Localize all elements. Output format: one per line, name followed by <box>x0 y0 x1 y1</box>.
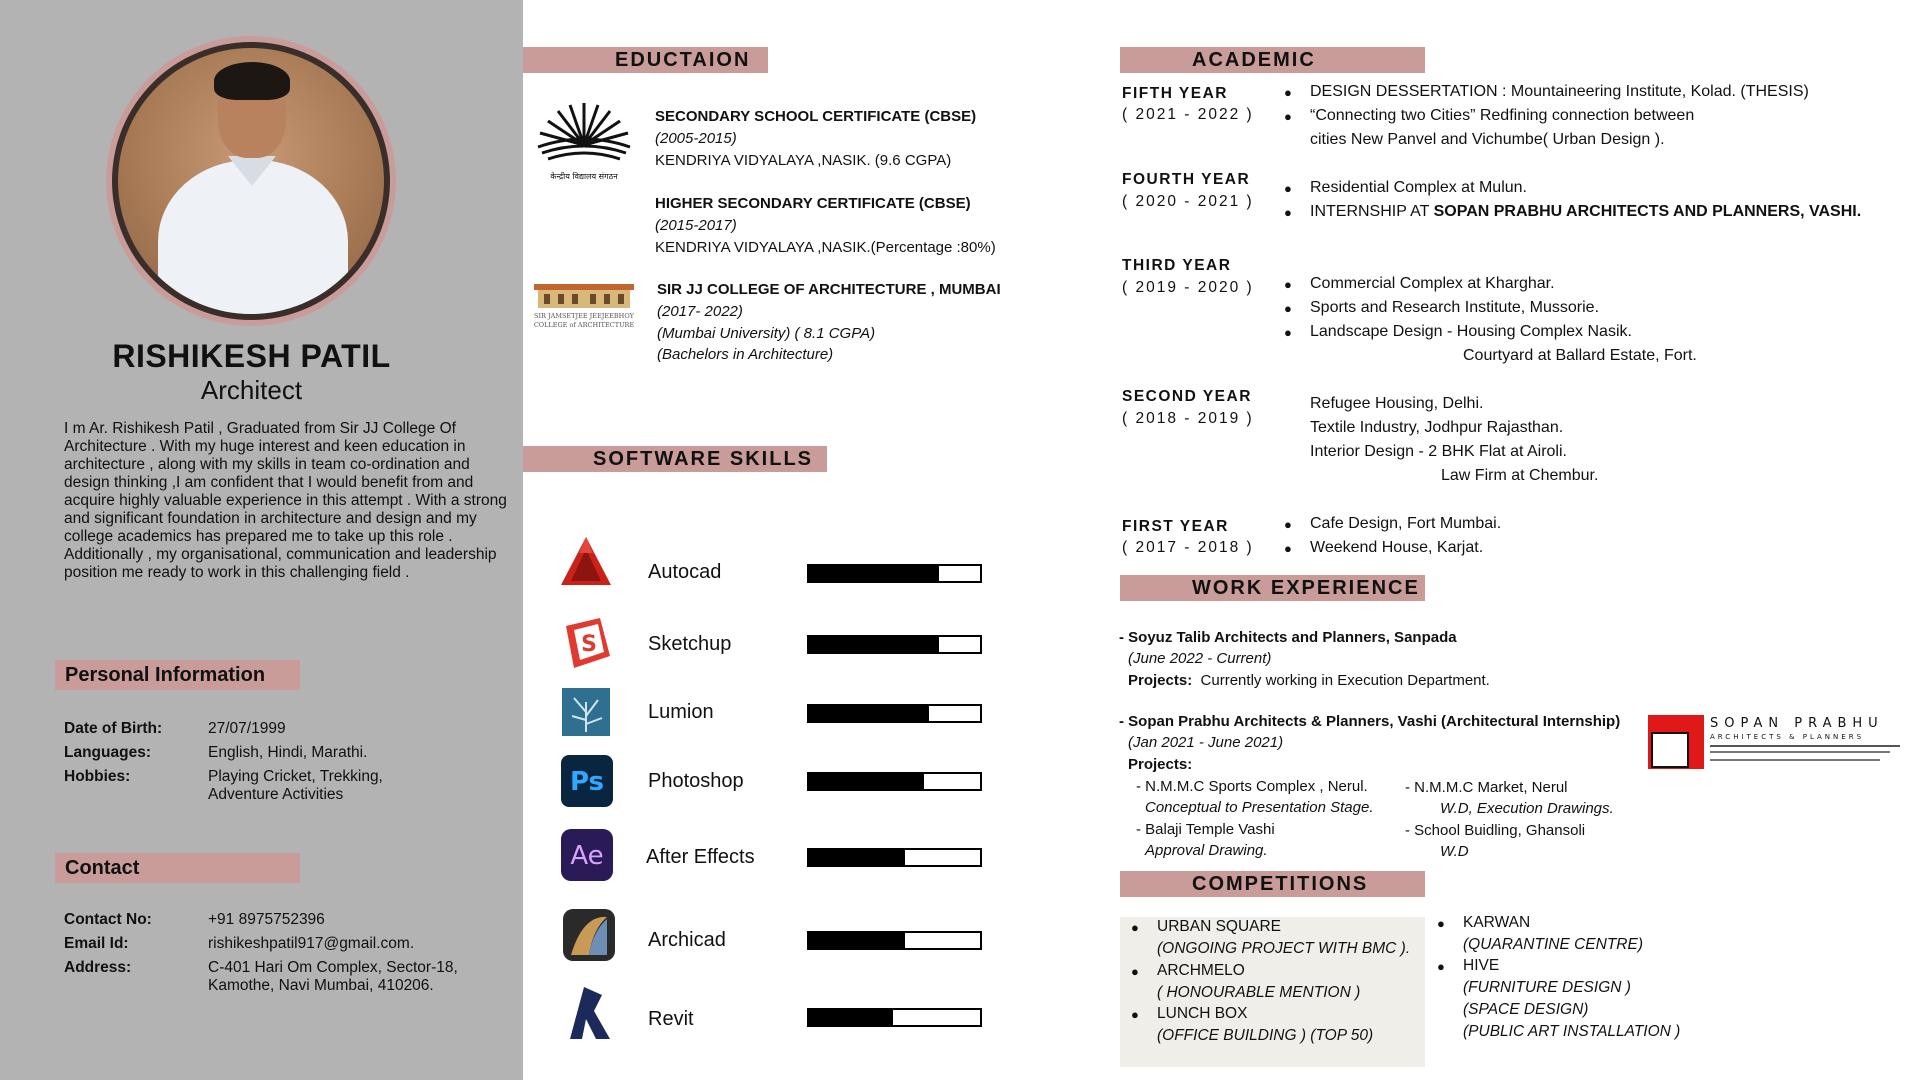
job-2-project-3-stage: W.D, Execution Drawings. <box>1440 800 1614 817</box>
job-1-title: - Soyuz Talib Architects and Planners, Sanpada <box>1119 629 1457 646</box>
competition-2-note: ( HONOURABLE MENTION ) <box>1157 984 1361 1001</box>
jj-college-logo <box>532 282 636 330</box>
job-1-projects-text: Currently working in Execution Department. <box>1200 672 1490 689</box>
edu-3-title: SIR JJ COLLEGE OF ARCHITECTURE , MUMBAI <box>657 281 1001 298</box>
jj-college-logo-caption-2: COLLEGE of ARCHITECTURE <box>533 321 635 329</box>
after-effects-icon <box>561 829 613 881</box>
competition-3-note: (OFFICE BUILDING ) (TOP 50) <box>1157 1027 1374 1044</box>
fourth-year-label: FOURTH YEAR <box>1122 171 1251 188</box>
job-2-title: - Sopan Prabhu Architects & Planners, Vashi (Architectural Internship) <box>1119 713 1621 730</box>
profile-role: Architect <box>200 375 303 405</box>
address-label: Address: <box>64 959 132 976</box>
fourth-year-item-2 <box>1310 203 1861 221</box>
photoshop-icon <box>561 755 613 807</box>
address-value-1: C-401 Hari Om Complex, Sector-18, <box>208 959 458 976</box>
revit-icon <box>566 983 614 1041</box>
profile-sidebar <box>0 0 523 1080</box>
contact-heading-label: Contact <box>65 857 140 879</box>
kendriya-vidyalaya-logo-caption: केन्द्रीय विद्यालय संगठन <box>550 172 618 181</box>
profile-name: RISHIKESH PATIL <box>112 338 391 374</box>
competition-5-note-2: (SPACE DESIGN) <box>1463 1001 1589 1018</box>
competitions-heading-label: COMPETITIONS <box>1192 873 1369 895</box>
competition-4-note: (QUARANTINE CENTRE) <box>1463 936 1643 953</box>
dob-label: Date of Birth: <box>64 720 163 737</box>
fifth-year-label: FIFTH YEAR <box>1122 85 1228 102</box>
sopan-prabhu-logo-sub: ARCHITECTS & PLANNERS <box>1710 733 1865 741</box>
second-year-item-2: Textile Industry, Jodhpur Rajasthan. <box>1310 419 1564 436</box>
fifth-year-item-2-cont: cities New Panvel and Vichumbe( Urban Design ). <box>1310 131 1665 148</box>
phone-label: Contact No: <box>64 911 152 928</box>
hobbies-label: Hobbies: <box>64 768 131 785</box>
job-2-project-2: - Balaji Temple Vashi <box>1136 821 1275 838</box>
academic-heading-label: ACADEMIC <box>1192 49 1316 71</box>
job-2-project-4: - School Buidling, Ghansoli <box>1405 822 1586 839</box>
second-year-item-3: Interior Design - 2 BHK Flat at Airoli. <box>1310 443 1567 460</box>
job-2-dates: (Jan 2021 - June 2021) <box>1128 734 1284 751</box>
internship-prefix: INTERNSHIP AT <box>1310 203 1434 220</box>
competition-5-note-1: (FURNITURE DESIGN ) <box>1463 979 1631 996</box>
svg-text:S: S <box>581 632 597 657</box>
profile-about: I m Ar. Rishikesh Patil , Graduated from Sir JJ College Of Architecture . With my huge interest and keen education in architecture , along with my skills in team co-ordination and design thinking ,I am confident that I would benefit from and acquire highly valuable experience in this attempt . With a strong and significant foundation in architecture and design and my college academics has prepared me to take up this role . Additionally , my organisational, communication and leadership position me ready to work in this challenging field . <box>64 420 507 581</box>
fourth-year-item-1: ● Residential Complex at Mulun. <box>1310 179 1527 197</box>
skill-bar-autocad <box>807 564 982 583</box>
edu-1-detail: KENDRIYA VIDYALAYA ,NASIK. (9.6 CGPA) <box>655 152 952 169</box>
skill-bar-lumion <box>807 704 982 723</box>
competition-1: ● URBAN SQUARE <box>1157 918 1281 936</box>
education-heading-label: EDUCTAION <box>615 49 751 71</box>
edu-2-years: (2015-2017) <box>655 217 737 234</box>
languages-label: Languages: <box>64 744 151 761</box>
skill-label-sketchup: Sketchup <box>648 633 732 655</box>
fifth-year-range: ( 2021 - 2022 ) <box>1122 106 1254 123</box>
skill-label-photoshop: Photoshop <box>648 770 744 792</box>
job-2-project-3: - N.M.M.C Market, Nerul <box>1405 779 1568 796</box>
second-year-label: SECOND YEAR <box>1122 388 1252 405</box>
skill-label-autocad: Autocad <box>648 561 722 583</box>
job-1-projects <box>1128 672 1490 689</box>
fourth-year-range: ( 2020 - 2021 ) <box>1122 193 1254 210</box>
competition-3: ● LUNCH BOX <box>1157 1005 1247 1023</box>
second-year-item-1: Refugee Housing, Delhi. <box>1310 395 1484 412</box>
fifth-year-item-1: ● DESIGN DESSERTATION : Mountaineering Institute, Kolad. (THESIS) <box>1310 83 1809 101</box>
internship-firm: SOPAN PRABHU ARCHITECTS AND PLANNERS, VASHI. <box>1433 203 1862 220</box>
hobbies-value-1: Playing Cricket, Trekking, <box>208 768 383 785</box>
skill-label-revit: Revit <box>648 1008 694 1030</box>
job-1-projects-label: Projects: <box>1128 672 1193 689</box>
edu-1-title: SECONDARY SCHOOL CERTIFICATE (CBSE) <box>655 108 977 125</box>
edu-3-detail: (Mumbai University) ( 8.1 CGPA) <box>657 325 876 342</box>
second-year-range: ( 2018 - 2019 ) <box>1122 410 1254 427</box>
skill-fill-revit <box>809 1010 893 1025</box>
skill-fill-archicad <box>809 933 905 948</box>
dob-value: 27/07/1999 <box>208 720 286 737</box>
sopan-prabhu-logo <box>1648 713 1910 771</box>
third-year-item-3-cont: Courtyard at Ballard Estate, Fort. <box>1463 347 1697 364</box>
third-year-item-2: ● Sports and Research Institute, Mussorie. <box>1310 299 1599 317</box>
job-2-project-4-stage: W.D <box>1440 843 1469 860</box>
lumion-icon <box>562 688 610 736</box>
competition-5: ● HIVE <box>1463 957 1499 975</box>
skill-bar-after-effects <box>807 848 982 867</box>
competitions-heading <box>1120 871 1425 897</box>
competition-2: ● ARCHMELO <box>1157 962 1245 980</box>
third-year-item-3: ● Landscape Design - Housing Complex Nasik. <box>1310 323 1632 341</box>
skill-label-lumion: Lumion <box>648 701 714 723</box>
job-2-project-1: - N.M.M.C Sports Complex , Nerul. <box>1136 778 1368 795</box>
job-2-project-1-stage: Conceptual to Presentation Stage. <box>1145 799 1374 816</box>
skill-label-archicad: Archicad <box>648 929 726 951</box>
person-hair <box>214 62 290 100</box>
profile-photo <box>118 48 384 314</box>
skill-fill-lumion <box>809 706 929 721</box>
skill-fill-sketchup <box>809 637 939 652</box>
competition-1-note: (ONGOING PROJECT WITH BMC ). <box>1157 940 1411 957</box>
software-heading <box>523 446 827 472</box>
kendriya-vidyalaya-logo <box>530 95 638 185</box>
competition-5-note-3: (PUBLIC ART INSTALLATION ) <box>1463 1023 1681 1040</box>
personal-info-heading <box>55 660 300 690</box>
edu-2-title: HIGHER SECONDARY CERTIFICATE (CBSE) <box>655 195 971 212</box>
contact-heading <box>55 853 300 883</box>
first-year-item-2: ● Weekend House, Karjat. <box>1310 539 1483 557</box>
education-heading <box>523 47 768 73</box>
second-year-item-3-cont: Law Firm at Chembur. <box>1441 467 1599 484</box>
archicad-icon <box>563 909 615 961</box>
first-year-label: FIRST YEAR <box>1122 518 1229 535</box>
third-year-item-1: ● Commercial Complex at Kharghar. <box>1310 275 1555 293</box>
work-heading-label: WORK EXPERIENCE <box>1192 577 1420 599</box>
first-year-range: ( 2017 - 2018 ) <box>1122 539 1254 556</box>
sopan-prabhu-logo-name: SOPAN PRABHU <box>1710 716 1884 731</box>
skill-bar-sketchup <box>807 635 982 654</box>
edu-3-extra: (Bachelors in Architecture) <box>657 346 834 363</box>
skill-bar-archicad <box>807 931 982 950</box>
after-effects-icon-label: Ae <box>570 841 604 871</box>
job-2-projects-label: Projects: <box>1128 756 1193 773</box>
skill-fill-after-effects <box>809 850 905 865</box>
edu-2-detail: KENDRIYA VIDYALAYA ,NASIK.(Percentage :80%) <box>655 239 996 256</box>
job-2-project-2-stage: Approval Drawing. <box>1145 842 1268 859</box>
sketchup-icon <box>560 616 614 670</box>
address-value-2: Kamothe, Navi Mumbai, 410206. <box>208 977 434 994</box>
skill-fill-autocad <box>809 566 939 581</box>
skill-label-after-effects: After Effects <box>646 846 755 868</box>
job-1-dates: (June 2022 - Current) <box>1128 650 1272 667</box>
email-value: rishikeshpatil917@gmail.com. <box>208 935 415 952</box>
skill-bar-photoshop <box>807 772 982 791</box>
third-year-range: ( 2019 - 2020 ) <box>1122 279 1254 296</box>
edu-3-years: (2017- 2022) <box>657 303 743 320</box>
jj-college-logo-caption-1: SIR JAMSETJEE JEEJEEBHOY <box>534 312 634 320</box>
email-label: Email Id: <box>64 935 129 952</box>
phone-value: +91 8975752396 <box>208 911 325 928</box>
edu-1-years: (2005-2015) <box>655 130 737 147</box>
competition-4: ● KARWAN <box>1463 914 1530 932</box>
skill-bar-revit <box>807 1008 982 1027</box>
software-heading-label: SOFTWARE SKILLS <box>593 448 813 470</box>
skill-fill-photoshop <box>809 774 924 789</box>
hobbies-value-2: Adventure Activities <box>208 786 344 803</box>
autocad-icon <box>559 535 613 589</box>
personal-info-heading-label: Personal Information <box>65 664 266 686</box>
languages-value: English, Hindi, Marathi. <box>208 744 368 761</box>
academic-heading <box>1120 47 1425 73</box>
work-heading <box>1120 575 1425 601</box>
photoshop-icon-label: Ps <box>569 767 605 797</box>
third-year-label: THIRD YEAR <box>1122 257 1232 274</box>
fifth-year-item-2: ● “Connecting two Cities” Redfining connection between <box>1310 107 1694 125</box>
first-year-item-1: ● Cafe Design, Fort Mumbai. <box>1310 515 1501 533</box>
